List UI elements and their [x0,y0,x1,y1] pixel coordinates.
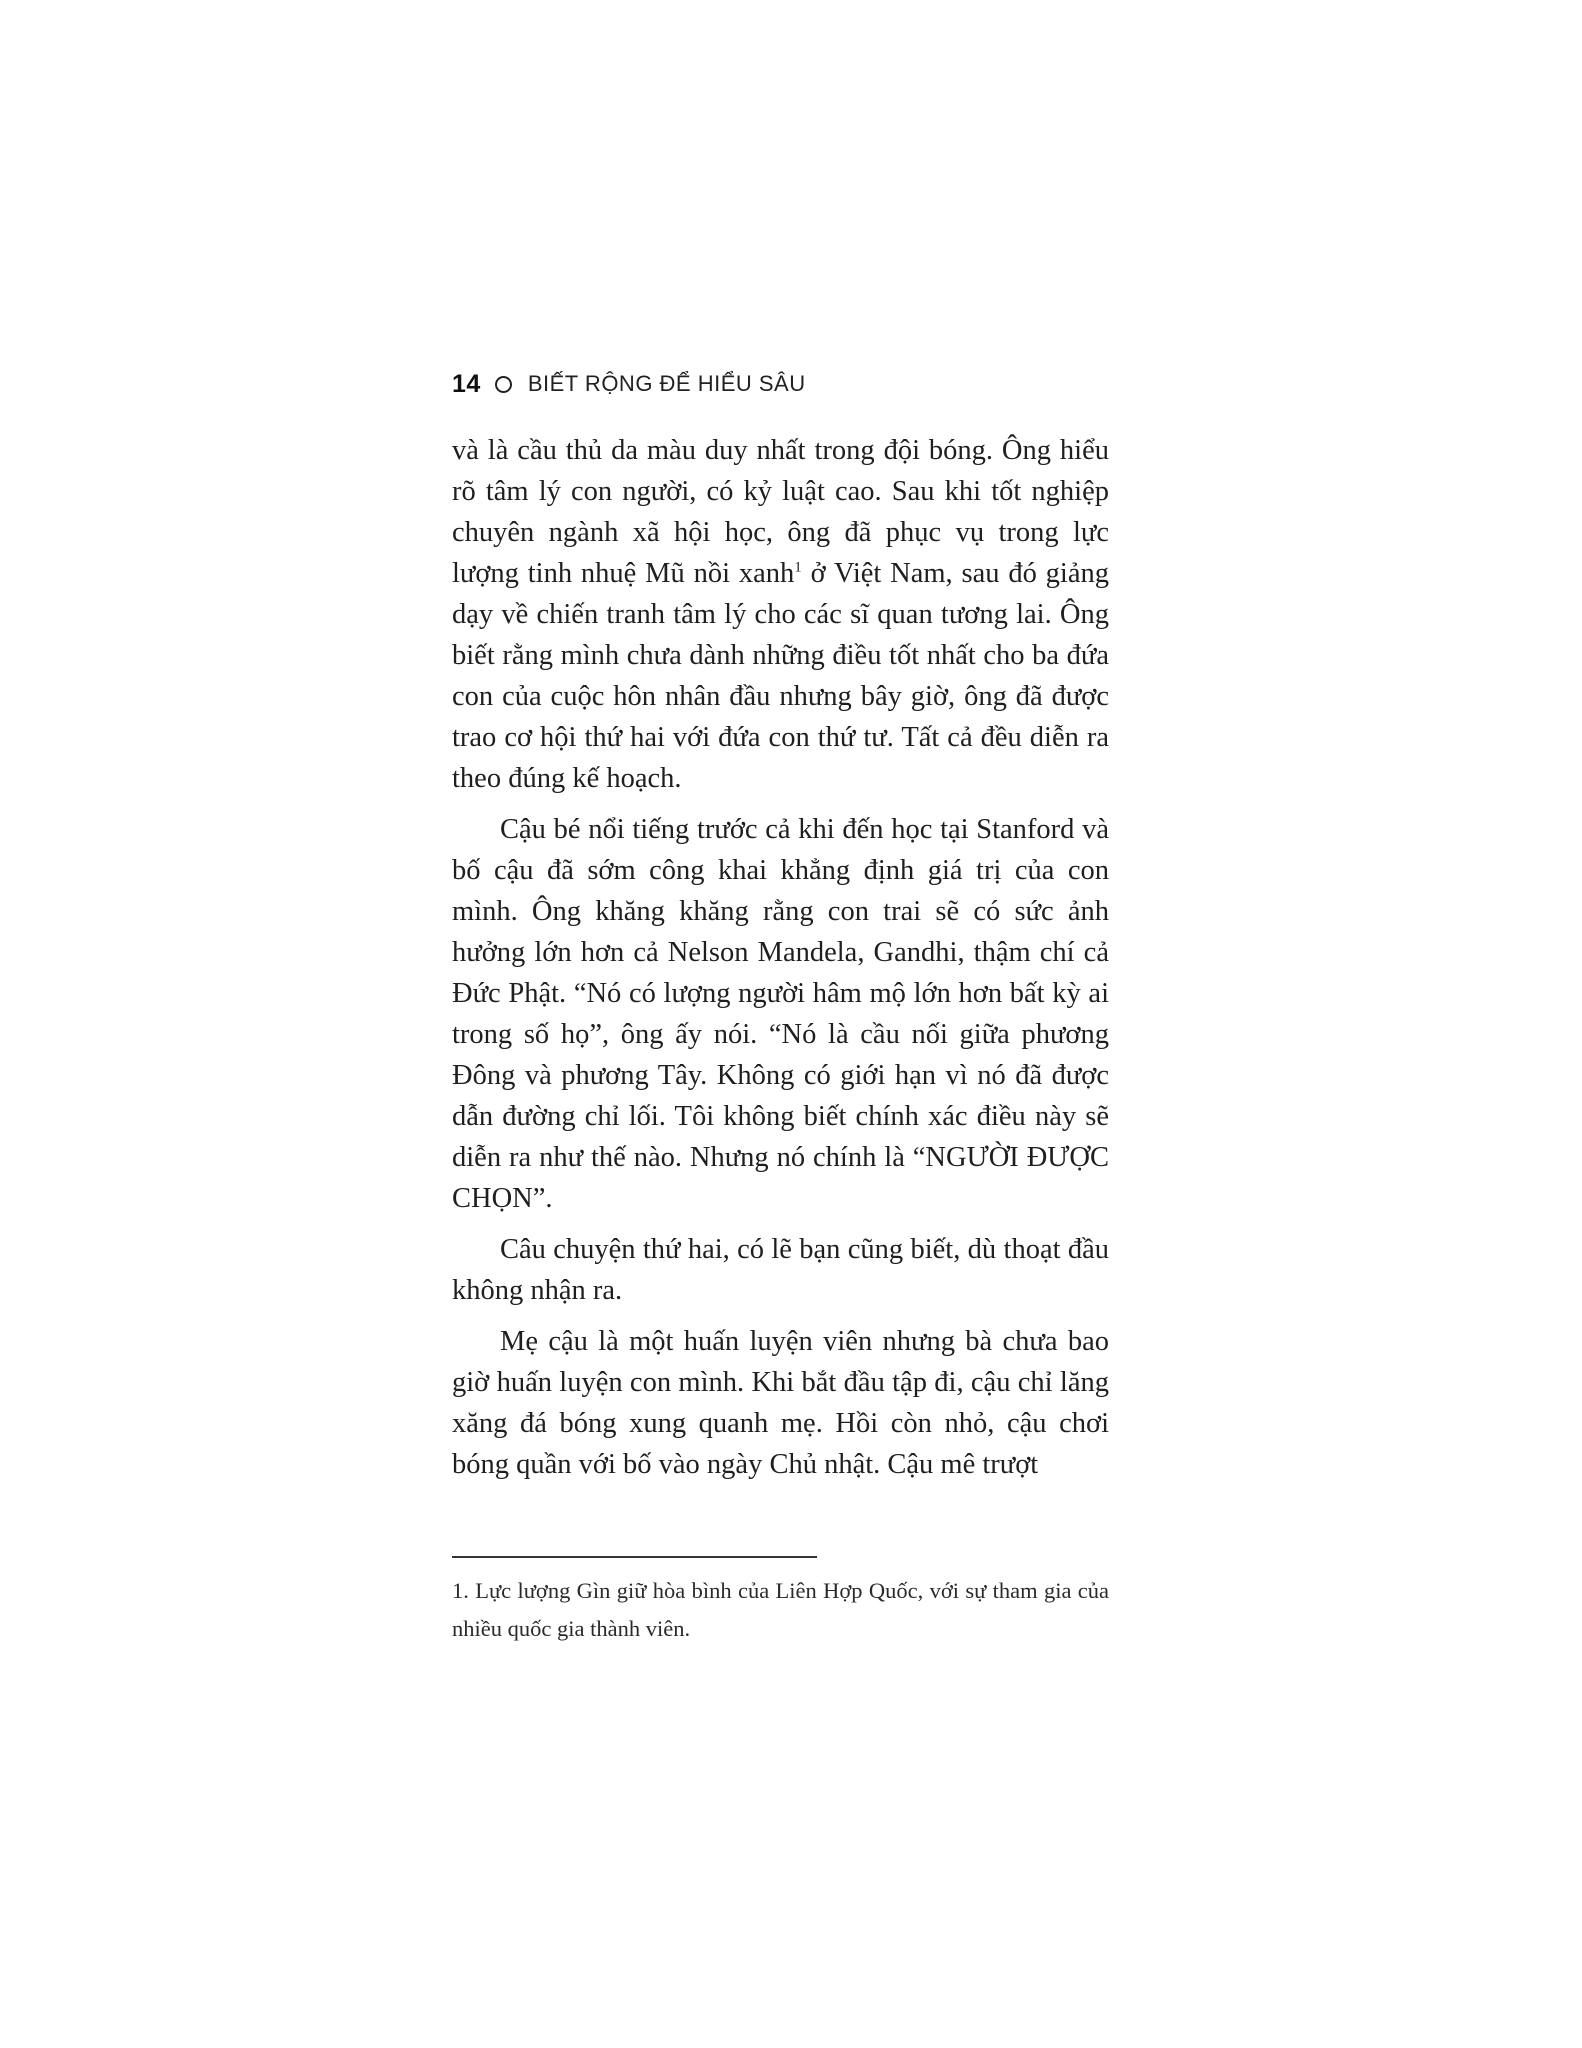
page-number: 14 [452,369,481,398]
paragraph-1-text-a: và là cầu thủ da màu duy nhất trong đội bóng. Ông hiểu rõ tâm lý con người, có kỷ luật cao. Sau khi tốt nghiệp chuyên ngành xã hội học, ông đã phục vụ trong lực lượng tinh nhuệ Mũ nồi xanh [452,435,1109,589]
body-text [452,430,1109,1495]
running-head [452,364,1112,404]
paragraph-4: Mẹ cậu là một huấn luyện viên nhưng bà chưa bao giờ huấn luyện con mình. Khi bắt đầu tập đi, cậu chỉ lăng xăng đá bóng xung quanh mẹ. Hồi còn nhỏ, cậu chơi bóng quần với bố vào ngày Chủ nhật. Cậu mê trượt [452,1326,1109,1480]
paragraph-2: Cậu bé nổi tiếng trước cả khi đến học tại Stanford và bố cậu đã sớm công khai khẳng định giá trị của con mình. Ông khăng khăng rằng con trai sẽ có sức ảnh hưởng lớn hơn cả Nelson Mandela, Gandhi, thậm chí cả Đức Phật. “Nó có lượng người hâm mộ lớn hơn bất kỳ ai trong số họ”, ông ấy nói. “Nó là cầu nối giữa phương Đông và phương Tây. Không có giới hạn vì nó đã được dẫn đường chỉ lối. Tôi không biết chính xác điều này sẽ diễn ra như thế nào. Nhưng nó chính là “NGƯỜI ĐƯỢC CHỌN”. [452,814,1109,1214]
paragraph-3: Câu chuyện thứ hai, có lẽ bạn cũng biết, dù thoạt đầu không nhận ra. [452,1234,1109,1306]
footnote: 1. Lực lượng Gìn giữ hòa bình của Liên Hợp Quốc, với sự tham gia của nhiều quốc gia thành viên. [452,1578,1109,1641]
footnote-divider [452,1556,817,1558]
ring-icon [495,376,512,393]
paragraph-1 [452,430,1109,799]
paragraph-1-text-b: ở Việt Nam, sau đó giảng dạy về chiến tranh tâm lý cho các sĩ quan tương lai. Ông biết rằng mình chưa dành những điều tốt nhất cho ba đứa con của cuộc hôn nhân đầu nhưng bây giờ, ông đã được trao cơ hội thứ hai với đứa con thứ tư. Tất cả đều diễn ra theo đúng kế hoạch. [452,558,1109,794]
running-title: BIẾT RỘNG ĐỂ HIỂU SÂU [527,371,806,396]
footnote-reference: 1 [794,559,802,576]
